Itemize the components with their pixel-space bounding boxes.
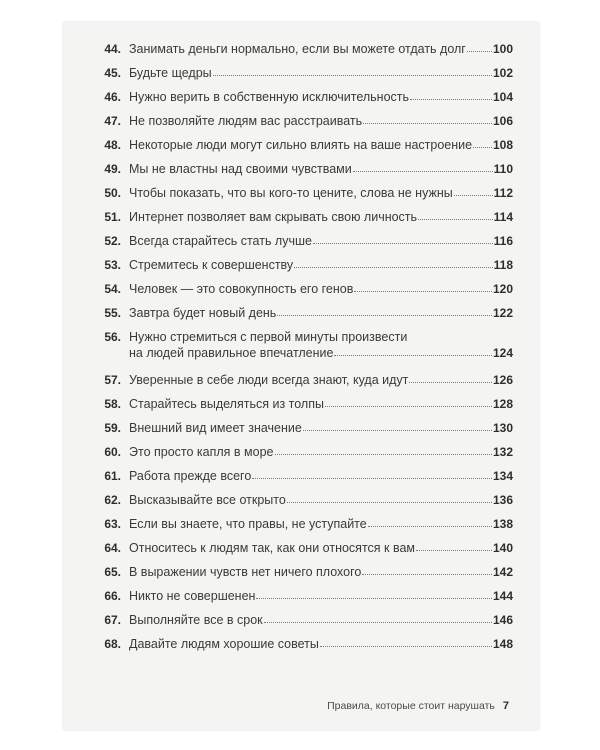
toc-entry-line — [129, 281, 513, 297]
table-of-contents — [93, 41, 513, 660]
toc-entry-text: Интернет позволяет вам скрывать свою личность — [129, 210, 418, 224]
toc-entry-title — [129, 492, 513, 508]
toc-entry-line — [129, 564, 513, 580]
toc-entry-text: Старайтесь выделяться из толпы — [129, 397, 324, 411]
toc-entry — [93, 540, 513, 564]
toc-entry — [93, 588, 513, 612]
toc-entry-title — [129, 233, 513, 249]
toc-entry-text: Уверенные в себе люди всегда знают, куда идут — [129, 373, 409, 387]
dot-leader — [334, 345, 491, 356]
toc-entry — [93, 281, 513, 305]
toc-entry — [93, 233, 513, 257]
toc-entry-title — [129, 444, 513, 460]
toc-entry-title — [129, 41, 513, 57]
toc-entry-number: 64. — [104, 541, 121, 555]
toc-entry-title — [129, 281, 513, 297]
toc-entry-text: В выражении чувств нет ничего плохого — [129, 565, 362, 579]
page-number: 7 — [502, 700, 509, 712]
toc-entry — [93, 468, 513, 492]
dot-leader — [313, 233, 493, 244]
toc-entry-title — [129, 329, 513, 361]
dot-leader — [264, 612, 492, 623]
toc-entry-line — [129, 257, 513, 273]
dot-leader — [363, 113, 492, 124]
toc-entry-line — [129, 113, 513, 129]
toc-entry-text: Работа прежде всего — [129, 469, 252, 483]
toc-entry-number: 46. — [104, 90, 121, 104]
toc-entry — [93, 636, 513, 660]
toc-entry-page: 142 — [492, 565, 513, 579]
toc-entry-page: 104 — [492, 90, 513, 104]
toc-entry — [93, 89, 513, 113]
toc-entry — [93, 257, 513, 281]
toc-entry-number: 67. — [104, 613, 121, 627]
toc-entry-text: Стремитесь к совершенству — [129, 258, 294, 272]
toc-entry-line — [129, 329, 513, 345]
toc-entry — [93, 492, 513, 516]
dot-leader — [416, 540, 492, 551]
toc-entry-text: Нужно верить в собственную исключительность — [129, 90, 410, 104]
toc-entry-number: 54. — [104, 282, 121, 296]
toc-entry-line — [129, 209, 513, 225]
toc-entry-number: 61. — [104, 469, 121, 483]
toc-entry-number: 50. — [104, 186, 121, 200]
toc-entry — [93, 420, 513, 444]
toc-entry-title — [129, 161, 513, 177]
dot-leader — [277, 305, 492, 316]
toc-entry-page: 120 — [492, 282, 513, 296]
toc-entry-page: 116 — [493, 234, 513, 248]
toc-entry-text: Будьте щедры — [129, 66, 212, 80]
toc-entry-line — [129, 468, 513, 484]
toc-entry-line — [129, 65, 513, 81]
dot-leader — [275, 444, 492, 455]
page-footer — [327, 700, 509, 712]
toc-entry-title — [129, 420, 513, 436]
toc-entry-number: 53. — [104, 258, 121, 272]
toc-entry-page: 102 — [492, 66, 513, 80]
dot-leader — [256, 588, 492, 599]
toc-entry-text: Относитесь к людям так, как они относятся к вам — [129, 541, 416, 555]
dot-leader — [325, 396, 492, 407]
toc-entry-number: 48. — [104, 138, 121, 152]
toc-entry-page: 122 — [492, 306, 513, 320]
toc-entry-number: 47. — [104, 114, 121, 128]
dot-leader — [320, 636, 492, 647]
toc-entry — [93, 612, 513, 636]
toc-entry-page: 146 — [492, 613, 513, 627]
toc-entry-line — [129, 588, 513, 604]
toc-entry-number: 60. — [104, 445, 121, 459]
dot-leader — [409, 372, 492, 383]
toc-entry — [93, 137, 513, 161]
dot-leader — [454, 185, 493, 196]
toc-entry-text: Всегда старайтесь стать лучше — [129, 234, 312, 248]
toc-entry — [93, 41, 513, 65]
toc-entry-text: Завтра будет новый день — [129, 306, 277, 320]
toc-entry-text: Чтобы показать, что вы кого-то цените, слова не нужны — [129, 186, 453, 200]
dot-leader — [294, 257, 492, 268]
toc-entry — [93, 396, 513, 420]
toc-entry-title — [129, 257, 513, 273]
toc-entry-page: 138 — [492, 517, 513, 531]
toc-entry-text: Некоторые люди могут сильно влиять на ваше настроение — [129, 138, 473, 152]
dot-leader — [252, 468, 492, 479]
toc-entry-text: Мы не властны над своими чувствами — [129, 162, 352, 176]
toc-entry-title — [129, 540, 513, 556]
toc-entry — [93, 564, 513, 588]
dot-leader — [368, 516, 492, 527]
dot-leader — [410, 89, 492, 100]
toc-entry-text: Никто не совершенен — [129, 589, 256, 603]
toc-entry-text: на людей правильное впечатление — [129, 346, 334, 360]
toc-entry-page: 114 — [493, 210, 513, 224]
toc-entry-text: Это просто капля в море — [129, 445, 274, 459]
toc-entry-page: 108 — [492, 138, 513, 152]
toc-entry — [93, 185, 513, 209]
toc-entry-page: 140 — [492, 541, 513, 555]
toc-entry — [93, 305, 513, 329]
toc-entry-number: 44. — [104, 42, 121, 56]
dot-leader — [467, 41, 492, 52]
toc-entry-line — [129, 612, 513, 628]
toc-entry-page: 112 — [493, 186, 513, 200]
toc-entry — [93, 65, 513, 89]
toc-entry-page: 148 — [492, 637, 513, 651]
toc-entry-page: 144 — [492, 589, 513, 603]
toc-entry-number: 66. — [104, 589, 121, 603]
toc-entry-line — [129, 444, 513, 460]
toc-entry-number: 68. — [104, 637, 121, 651]
toc-entry-line — [129, 233, 513, 249]
toc-entry-number: 65. — [104, 565, 121, 579]
toc-entry-number: 58. — [104, 397, 121, 411]
toc-entry-number: 59. — [104, 421, 121, 435]
toc-entry-line — [129, 492, 513, 508]
dot-leader — [353, 161, 493, 172]
toc-entry-number: 63. — [104, 517, 121, 531]
dot-leader — [473, 137, 492, 148]
book-page — [63, 22, 539, 730]
toc-entry — [93, 444, 513, 468]
toc-entry-line — [129, 185, 513, 201]
toc-entry-number: 57. — [104, 373, 121, 387]
toc-entry-text: Внешний вид имеет значение — [129, 421, 302, 435]
toc-entry-number: 51. — [104, 210, 121, 224]
toc-entry-page: 118 — [493, 258, 513, 272]
toc-entry-title — [129, 372, 513, 388]
toc-entry-number: 49. — [104, 162, 121, 176]
dot-leader — [303, 420, 492, 431]
toc-entry-page: 128 — [492, 397, 513, 411]
toc-entry-title — [129, 396, 513, 412]
toc-entry-text: Выполняйте все в срок — [129, 613, 263, 627]
toc-entry-title — [129, 185, 513, 201]
toc-entry — [93, 516, 513, 540]
toc-entry-page: 130 — [492, 421, 513, 435]
dot-leader — [213, 65, 492, 76]
toc-entry-text: Высказывайте все открыто — [129, 493, 286, 507]
toc-entry-line — [129, 161, 513, 177]
toc-entry-title — [129, 305, 513, 321]
toc-entry-text: Если вы знаете, что правы, не уступайте — [129, 517, 367, 531]
toc-entry-title — [129, 588, 513, 604]
toc-entry-page: 126 — [492, 373, 513, 387]
toc-entry-number: 56. — [104, 330, 121, 344]
toc-entry-page: 136 — [492, 493, 513, 507]
toc-entry-line — [129, 305, 513, 321]
toc-entry-title — [129, 612, 513, 628]
toc-entry-line — [129, 636, 513, 652]
toc-entry-line — [129, 345, 513, 361]
dot-leader — [362, 564, 492, 575]
toc-entry — [93, 372, 513, 396]
toc-entry-line — [129, 420, 513, 436]
toc-entry-text: Человек — это совокупность его генов — [129, 282, 354, 296]
toc-entry-line — [129, 540, 513, 556]
toc-entry-text: Нужно стремиться с первой минуты произвести — [129, 330, 408, 344]
toc-entry-number: 52. — [104, 234, 121, 248]
toc-entry-page: 100 — [492, 42, 513, 56]
toc-entry-title — [129, 113, 513, 129]
toc-entry — [93, 113, 513, 137]
dot-leader — [287, 492, 492, 503]
toc-entry-page: 124 — [492, 346, 513, 360]
toc-entry-number: 62. — [104, 493, 121, 507]
toc-entry-line — [129, 372, 513, 388]
toc-entry — [93, 329, 513, 372]
toc-entry-line — [129, 41, 513, 57]
toc-entry-title — [129, 137, 513, 153]
toc-entry-page: 110 — [493, 162, 513, 176]
toc-entry-text: Занимать деньги нормально, если вы можете отдать долг — [129, 42, 466, 56]
toc-entry — [93, 209, 513, 233]
toc-entry-line — [129, 516, 513, 532]
toc-entry-number: 55. — [104, 306, 121, 320]
toc-entry — [93, 161, 513, 185]
toc-entry-line — [129, 137, 513, 153]
toc-entry-title — [129, 636, 513, 652]
toc-entry-title — [129, 468, 513, 484]
dot-leader — [354, 281, 492, 292]
toc-entry-line — [129, 396, 513, 412]
toc-entry-text: Не позволяйте людям вас расстраивать — [129, 114, 363, 128]
toc-entry-page: 132 — [492, 445, 513, 459]
toc-entry-page: 106 — [492, 114, 513, 128]
toc-entry-text: Давайте людям хорошие советы — [129, 637, 319, 651]
running-title: Правила, которые стоит нарушать — [327, 700, 495, 712]
toc-entry-page: 134 — [492, 469, 513, 483]
toc-entry-line — [129, 89, 513, 105]
toc-entry-title — [129, 564, 513, 580]
toc-entry-title — [129, 516, 513, 532]
toc-entry-title — [129, 209, 513, 225]
toc-entry-title — [129, 89, 513, 105]
toc-entry-number: 45. — [104, 66, 121, 80]
toc-entry-title — [129, 65, 513, 81]
dot-leader — [418, 209, 493, 220]
